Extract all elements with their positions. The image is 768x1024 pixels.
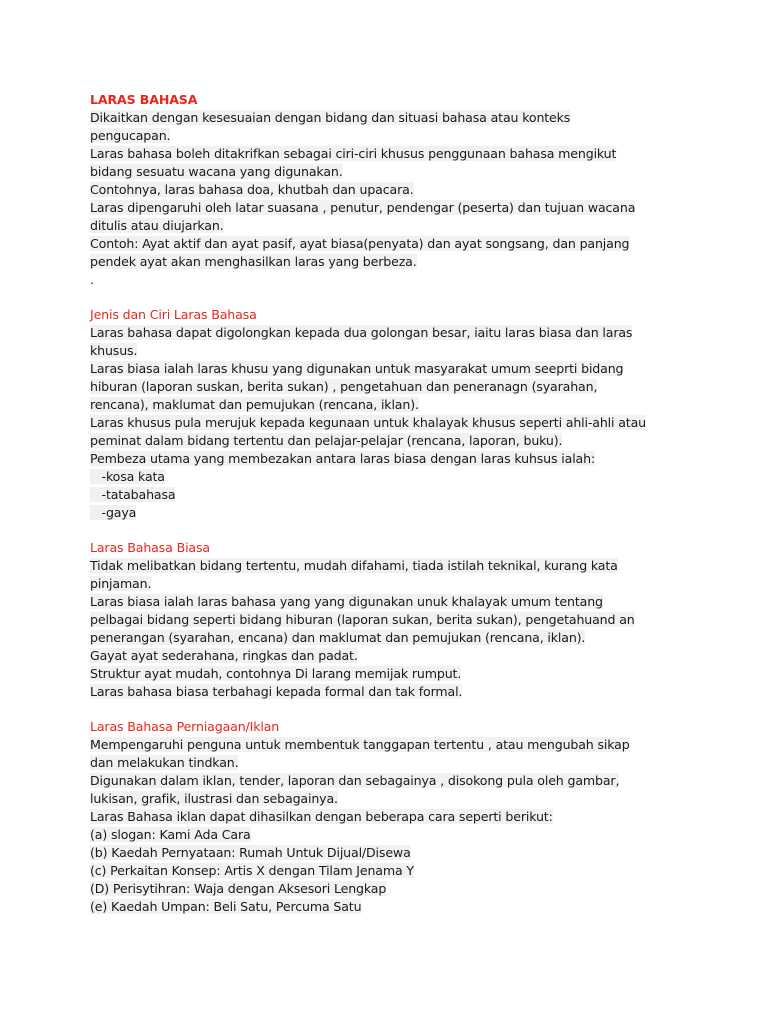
text-line: peminat dalam bidang tertentu dan pelajar-pelajar (rencana, laporan, buku).	[90, 433, 563, 448]
section-laras-bahasa-biasa	[90, 539, 690, 701]
list-item: -tatabahasa	[90, 487, 176, 502]
text-line: Tidak melibatkan bidang tertentu, mudah difahami, tiada istilah teknikal, kurang kata	[90, 558, 618, 573]
list-item: (e) Kaedah Umpan: Beli Satu, Percuma Satu	[90, 899, 362, 914]
text-line: khusus.	[90, 343, 138, 358]
text-line: Dikaitkan dengan kesesuaian dengan bidang dan situasi bahasa atau konteks	[90, 110, 571, 125]
text-line: Gayat ayat sederahana, ringkas dan padat.	[90, 648, 358, 663]
section-title: LARAS BAHASA	[90, 92, 198, 107]
section-laras-bahasa	[90, 91, 690, 289]
list-item: (b) Kaedah Pernyataan: Rumah Untuk Dijual/Disewa	[90, 845, 411, 860]
text-line: Laras biasa ialah laras khusu yang digunakan untuk masyarakat umum seeprti bidang	[90, 361, 624, 376]
text-line: ditulis atau diujarkan.	[90, 218, 224, 233]
section-title: Laras Bahasa Perniagaan/Iklan	[90, 719, 280, 734]
text-line: pinjaman.	[90, 576, 152, 591]
text-line: rencana), maklumat dan pemujukan (rencana, iklan).	[90, 397, 419, 412]
section-title: Jenis dan Ciri Laras Bahasa	[90, 307, 257, 322]
text-line: Pembeza utama yang membezakan antara laras biasa dengan laras kuhsus ialah:	[90, 451, 596, 466]
list-item: (c) Perkaitan Konsep: Artis X dengan Tilam Jenama Y	[90, 863, 414, 878]
text-line: Laras khusus pula merujuk kepada kegunaan untuk khalayak khusus seperti ahli-ahli atau	[90, 415, 646, 430]
text-line: Mempengaruhi penguna untuk membentuk tanggapan tertentu , atau mengubah sikap	[90, 737, 630, 752]
text-line: Laras bahasa dapat digolongkan kepada dua golongan besar, iaitu laras biasa dan laras	[90, 325, 633, 340]
text-line: pengucapan.	[90, 128, 171, 143]
text-line: Laras biasa ialah laras bahasa yang yang digunakan unuk khalayak umum tentang	[90, 594, 603, 609]
text-line: Laras bahasa biasa terbahagi kepada formal dan tak formal.	[90, 684, 463, 699]
list-item: -gaya	[90, 505, 137, 520]
text-line: lukisan, grafik, ilustrasi dan sebagainya.	[90, 791, 338, 806]
text-line: bidang sesuatu wacana yang digunakan.	[90, 164, 343, 179]
text-line: Laras dipengaruhi oleh latar suasana , penutur, pendengar (peserta) dan tujuan wacana	[90, 200, 636, 215]
text-line: Struktur ayat mudah, contohnya Di larang memijak rumput.	[90, 666, 462, 681]
list-item: (a) slogan: Kami Ada Cara	[90, 827, 251, 842]
list-item: -kosa kata	[90, 469, 165, 484]
text-line: hiburan (laporan suskan, berita sukan) , pengetahuan dan peneranagn (syarahan,	[90, 379, 598, 394]
section-jenis-dan-ciri	[90, 306, 690, 522]
text-line: Laras Bahasa iklan dapat dihasilkan dengan beberapa cara seperti berikut:	[90, 809, 553, 824]
text-line: pelbagai bidang seperti bidang hiburan (laporan sukan, berita sukan), pengetahuand an	[90, 612, 635, 627]
section-laras-bahasa-perniagaan	[90, 718, 690, 916]
document-page	[90, 91, 690, 916]
section-title: Laras Bahasa Biasa	[90, 540, 210, 555]
text-line: Contohnya, laras bahasa doa, khutbah dan upacara.	[90, 182, 414, 197]
text-line: Digunakan dalam iklan, tender, laporan dan sebagainya , disokong pula oleh gambar,	[90, 773, 620, 788]
text-line: Contoh: Ayat aktif dan ayat pasif, ayat biasa(penyata) dan ayat songsang, dan panjang	[90, 236, 630, 251]
text-line: .	[90, 272, 94, 287]
text-line: dan melakukan tindkan.	[90, 755, 239, 770]
text-line: penerangan (syarahan, encana) dan maklumat dan pemujukan (rencana, iklan).	[90, 630, 586, 645]
text-line: pendek ayat akan menghasilkan laras yang berbeza.	[90, 254, 417, 269]
text-line: Laras bahasa boleh ditakrifkan sebagai ciri-ciri khusus penggunaan bahasa mengikut	[90, 146, 617, 161]
list-item: (D) Perisytihran: Waja dengan Aksesori Lengkap	[90, 881, 387, 896]
